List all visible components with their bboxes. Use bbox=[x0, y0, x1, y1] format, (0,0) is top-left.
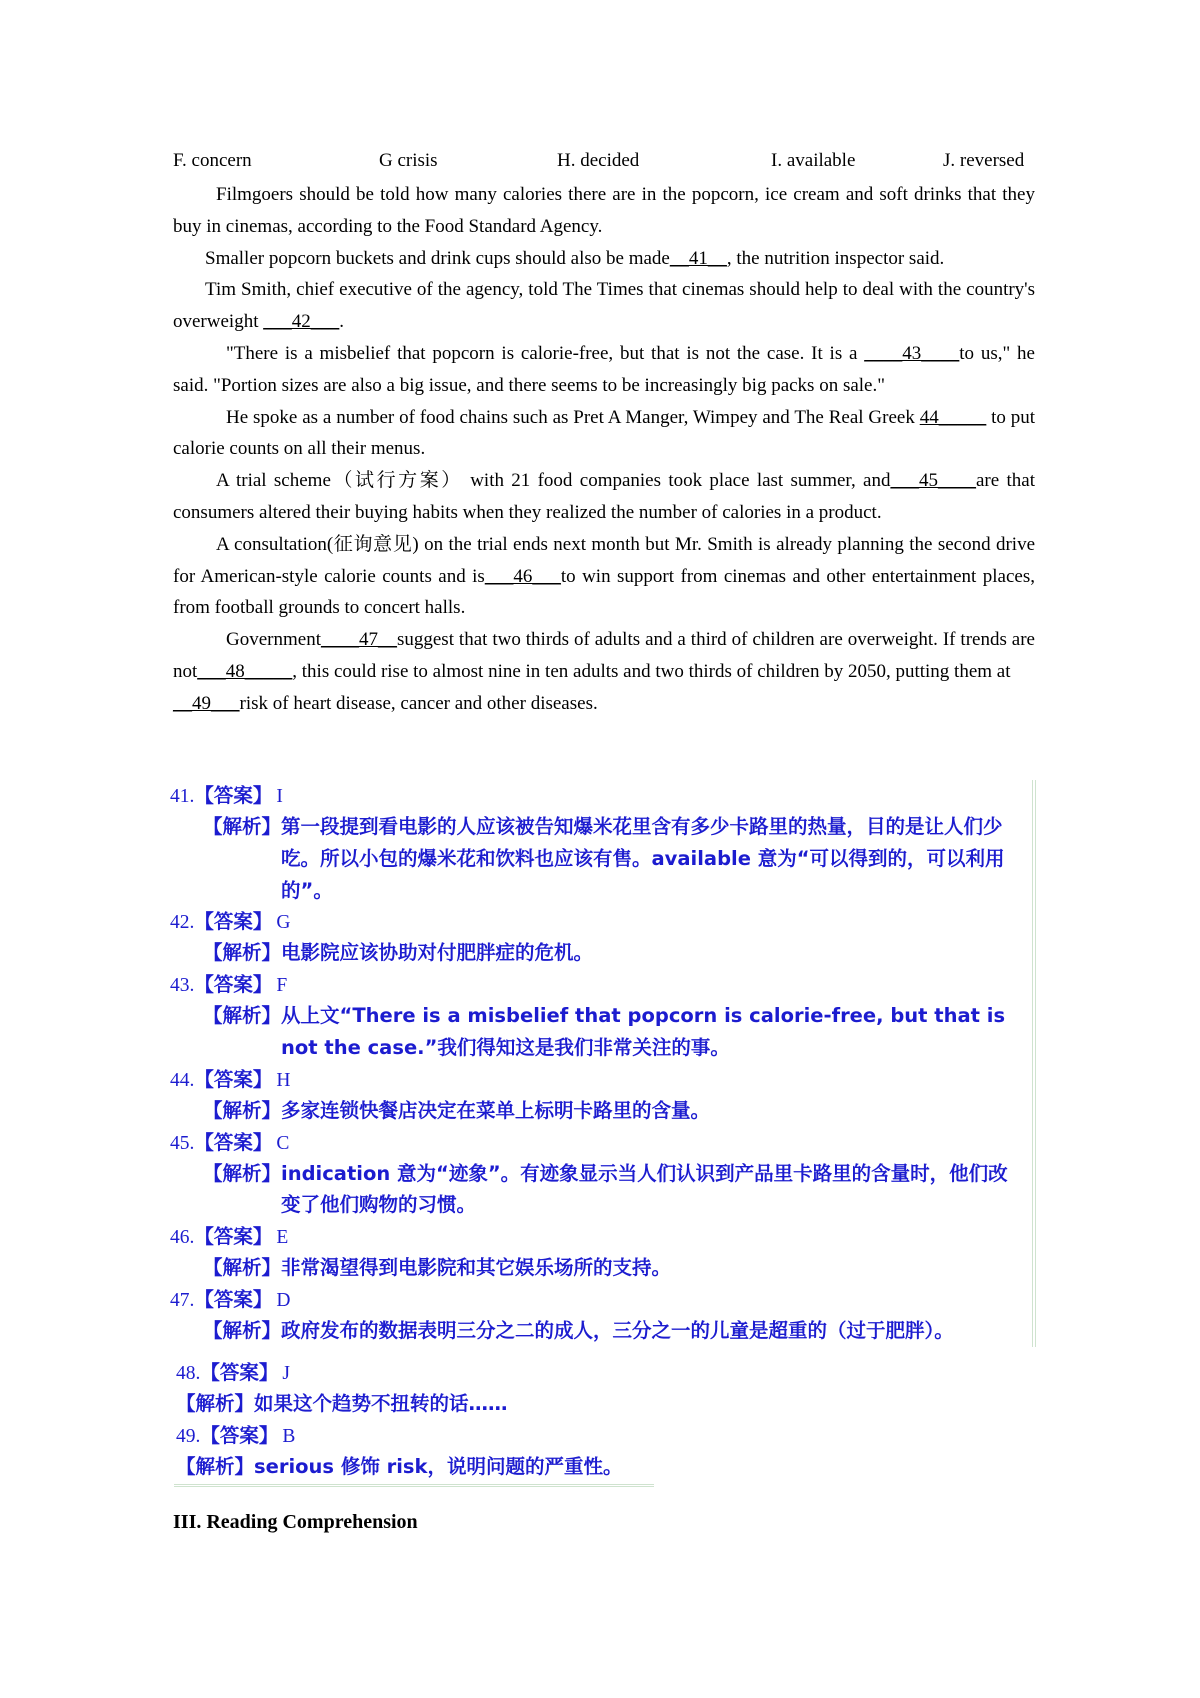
text: to win support from cinemas and other entertainment places, from football grounds to concert halls. bbox=[173, 565, 1035, 619]
answer-tag: 【答案】 bbox=[194, 910, 273, 934]
answer-box bbox=[170, 780, 1036, 1347]
blank-42: ___42___ bbox=[263, 311, 340, 333]
paragraph-5 bbox=[173, 402, 1035, 466]
explanation-tag: 【解析】 bbox=[203, 1004, 282, 1028]
answer-number: 41. bbox=[170, 786, 195, 807]
explanation-text: indication 意为“迹象”。有迹象显示当人们认识到产品里卡路里的含量时，他们改变了他们购物的习惯。 bbox=[281, 1161, 1008, 1217]
answer-number: 44. bbox=[170, 1069, 195, 1091]
text: , the nutrition inspector said. bbox=[726, 247, 945, 269]
answer-line bbox=[170, 1284, 1026, 1315]
explanation-tag: 【解析】 bbox=[203, 1318, 282, 1342]
blank-44: 44_____ bbox=[919, 406, 987, 428]
answer-line bbox=[176, 1420, 1040, 1451]
answer-key bbox=[170, 780, 1040, 1487]
answer-letter: J bbox=[282, 1362, 290, 1384]
answer-tag: 【答案】 bbox=[194, 1225, 273, 1249]
explanation-line bbox=[170, 1252, 1026, 1284]
answer-item-41 bbox=[170, 780, 1026, 906]
answer-number: 43. bbox=[170, 975, 195, 997]
blank-48: ___48_____ bbox=[197, 660, 293, 682]
blank-41: __41__ bbox=[669, 247, 727, 269]
option-g: G crisis bbox=[379, 150, 438, 171]
answer-number: 46. bbox=[170, 1227, 195, 1249]
answer-letter: D bbox=[276, 1289, 291, 1311]
text: "There is a misbelief that popcorn is calorie-free, but that is not the case. It is a bbox=[226, 342, 865, 364]
paragraph-4 bbox=[173, 338, 1035, 402]
explanation-text: serious 修饰 risk，说明问题的严重性。 bbox=[254, 1454, 623, 1478]
answer-letter: B bbox=[282, 1425, 296, 1447]
explanation-text: 非常渴望得到电影院和其它娱乐场所的支持。 bbox=[281, 1256, 672, 1280]
explanation-text: 从上文“There is a misbelief that popcorn is calorie-free, but that is not the case.”我们得知这是我们非常关注的事。 bbox=[281, 1004, 1006, 1059]
text: are that consumers altered their buying habits when they realized the number of calories in a product. bbox=[173, 470, 1035, 523]
text: . bbox=[339, 311, 344, 333]
option-j: J. reversed bbox=[943, 150, 1025, 171]
text: Tim Smith, chief executive of the agency, told The Times that cinemas should help to deal with the country's overweight bbox=[173, 279, 1035, 333]
answer-tail bbox=[170, 1357, 1040, 1488]
explanation-text: 多家连锁快餐店决定在菜单上标明卡路里的含量。 bbox=[281, 1098, 711, 1122]
answer-line bbox=[170, 1127, 1026, 1158]
text: , this could rise to almost nine in ten adults and two thirds of children by 2050, putting them at bbox=[292, 660, 1011, 682]
text: He spoke as a number of food chains such as Pret A Manger, Wimpey and The Real Greek bbox=[226, 406, 920, 428]
paragraph-6 bbox=[173, 465, 1035, 529]
answer-letter: H bbox=[276, 1069, 291, 1091]
answer-item-43 bbox=[170, 969, 1026, 1064]
text: Government bbox=[226, 629, 321, 651]
paragraph-1: Filmgoers should be told how many calories there are in the popcorn, ice cream and soft drinks that they buy in cinemas, according to the Food Standard Agency. bbox=[173, 184, 1035, 237]
text: to us," he said. "Portion sizes are also a big issue, and there seems to be increasingly big packs on sale." bbox=[173, 342, 1035, 396]
explanation-line bbox=[170, 1000, 1026, 1064]
answer-number: 47. bbox=[170, 1289, 195, 1311]
blank-43: ____43____ bbox=[864, 342, 960, 364]
answer-line bbox=[170, 780, 1026, 811]
option-i: I. available bbox=[771, 150, 856, 171]
answer-item-44 bbox=[170, 1064, 1026, 1127]
explanation-tag: 【解析】 bbox=[176, 1391, 255, 1415]
answer-tag: 【答案】 bbox=[194, 1130, 273, 1154]
explanation-tag: 【解析】 bbox=[203, 815, 282, 838]
option-f: F. concern bbox=[173, 150, 252, 171]
text: A trial scheme（试行方案） with 21 food companies took place last summer, and bbox=[216, 470, 891, 492]
paragraph-7 bbox=[173, 529, 1035, 624]
blank-46: ___46___ bbox=[484, 565, 561, 587]
answer-item-47 bbox=[170, 1284, 1026, 1347]
explanation-line bbox=[176, 1388, 1040, 1420]
text: A consultation(征询意见) on the trial ends next month but Mr. Smith is already planning the second drive for American-style calorie counts and is bbox=[173, 533, 1035, 587]
explanation-line bbox=[170, 811, 1026, 906]
explanation-tag: 【解析】 bbox=[203, 1098, 282, 1122]
paragraph-8 bbox=[173, 624, 1035, 688]
answer-item-46 bbox=[170, 1221, 1026, 1284]
explanation-line bbox=[170, 1158, 1026, 1222]
answer-tag: 【答案】 bbox=[200, 1423, 279, 1447]
cloze-passage bbox=[173, 179, 1035, 720]
text: to put calorie counts on all their menus. bbox=[173, 406, 1035, 460]
answer-letter: I bbox=[276, 786, 283, 807]
answer-tag: 【答案】 bbox=[194, 973, 273, 997]
text: risk of heart disease, cancer and other diseases. bbox=[239, 692, 598, 714]
answer-tag: 【答案】 bbox=[200, 1360, 279, 1384]
explanation-text: 如果这个趋势不扭转的话…… bbox=[254, 1391, 508, 1415]
answer-number: 49. bbox=[176, 1425, 201, 1447]
blank-45: ___45____ bbox=[890, 470, 976, 492]
answer-letter: E bbox=[276, 1227, 289, 1249]
explanation-text: 第一段提到看电影的人应该被告知爆米花里含有多少卡路里的热量，目的是让人们少吃。所以小包的爆米花和饮料也应该有售。available 意为“可以得到的，可以利用的”。 bbox=[281, 815, 1005, 902]
answer-letter: F bbox=[276, 975, 288, 997]
answer-line bbox=[170, 1064, 1026, 1095]
answer-item-42 bbox=[170, 906, 1026, 969]
explanation-line bbox=[176, 1451, 1040, 1483]
answer-item-49 bbox=[176, 1420, 1040, 1483]
explanation-tag: 【解析】 bbox=[203, 941, 282, 965]
answer-tag: 【答案】 bbox=[194, 1067, 273, 1091]
divider bbox=[174, 1484, 654, 1487]
paragraph-3 bbox=[173, 274, 1035, 338]
word-bank-options bbox=[173, 150, 1035, 176]
option-h: H. decided bbox=[557, 150, 640, 171]
explanation-tag: 【解析】 bbox=[203, 1256, 282, 1280]
answer-tag: 【答案】 bbox=[194, 1287, 273, 1311]
answer-number: 45. bbox=[170, 1132, 195, 1154]
answer-letter: C bbox=[276, 1132, 290, 1154]
explanation-tag: 【解析】 bbox=[176, 1454, 255, 1478]
text: suggest that two thirds of adults and a third of children are overweight. If trends are not bbox=[173, 629, 1035, 682]
explanation-line bbox=[170, 937, 1026, 969]
answer-item-45 bbox=[170, 1127, 1026, 1222]
text: Smaller popcorn buckets and drink cups should also be made bbox=[205, 247, 670, 269]
answer-number: 48. bbox=[176, 1362, 201, 1384]
paragraph-2 bbox=[173, 243, 1035, 275]
explanation-line bbox=[170, 1315, 1026, 1347]
explanation-tag: 【解析】 bbox=[203, 1161, 282, 1185]
answer-line bbox=[170, 1221, 1026, 1252]
answer-number: 42. bbox=[170, 912, 195, 934]
answer-tag: 【答案】 bbox=[194, 784, 273, 807]
explanation-line bbox=[170, 1095, 1026, 1127]
paragraph-9 bbox=[173, 688, 1035, 720]
explanation-text: 政府发布的数据表明三分之二的成人，三分之一的儿童是超重的（过于肥胖）。 bbox=[281, 1318, 954, 1342]
answer-item-48 bbox=[176, 1357, 1040, 1420]
answer-line bbox=[176, 1357, 1040, 1388]
answer-line bbox=[170, 906, 1026, 937]
section-heading: III. Reading Comprehension bbox=[173, 1511, 418, 1533]
answer-letter: G bbox=[276, 912, 291, 934]
blank-47: ____47__ bbox=[320, 629, 397, 651]
blank-49: __49___ bbox=[173, 692, 240, 714]
explanation-text: 电影院应该协助对付肥胖症的危机。 bbox=[281, 941, 594, 965]
answer-line bbox=[170, 969, 1026, 1000]
